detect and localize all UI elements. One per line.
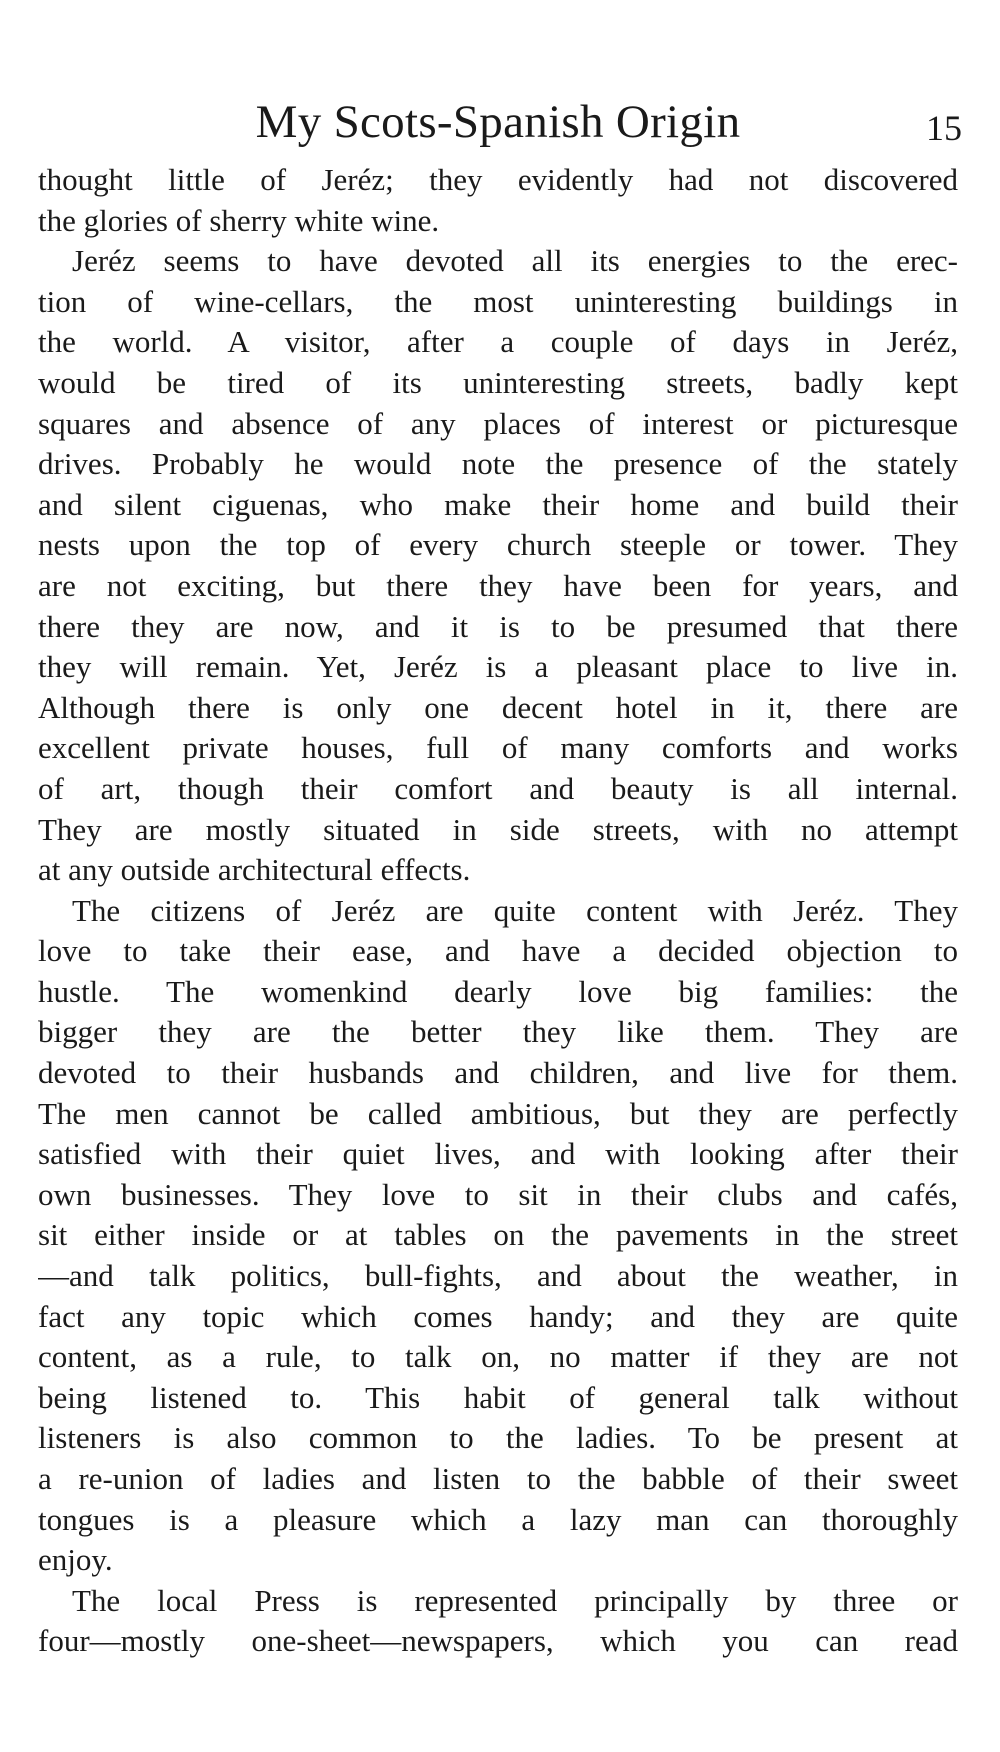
running-title: My Scots-Spanish Origin bbox=[255, 96, 741, 148]
text-line: squares and absence of any places of interest or picturesque bbox=[38, 405, 958, 441]
text-line: tongues is a pleasure which a lazy man can thoroughly bbox=[38, 1501, 958, 1537]
text-line: drives. Probably he would note the presence of the stately bbox=[38, 446, 958, 482]
text-line: they will remain. Yet, Jeréz is a pleasant place to live in. bbox=[38, 649, 958, 685]
text-line: —and talk politics, bull-fights, and about the weather, in bbox=[38, 1258, 958, 1294]
text-line: and silent ciguenas, who make their home and build their bbox=[38, 486, 958, 522]
text-line: Although there is only one decent hotel in it, there are bbox=[38, 689, 958, 725]
text-line: hustle. The womenkind dearly love big families: the bbox=[38, 973, 958, 1009]
text-line: devoted to their husbands and children, and live for them. bbox=[38, 1055, 958, 1091]
text-line: at any outside architectural effects. bbox=[38, 852, 471, 888]
text-line: bigger they are the better they like them. They are bbox=[38, 1014, 958, 1050]
text-line: love to take their ease, and have a decided objection to bbox=[38, 933, 958, 969]
text-line: excellent private houses, full of many comforts and works bbox=[38, 730, 958, 766]
text-line: four—mostly one-sheet—newspapers, which you can read bbox=[38, 1623, 958, 1659]
text-line: being listened to. This habit of general talk without bbox=[38, 1379, 958, 1415]
text-line: listeners is also common to the ladies. To be present at bbox=[38, 1420, 958, 1456]
text-line: The citizens of Jeréz are quite content with Jeréz. They bbox=[72, 892, 958, 928]
text-line: own businesses. They love to sit in their clubs and cafés, bbox=[38, 1176, 958, 1212]
text-line: They are mostly situated in side streets, with no attempt bbox=[38, 811, 958, 847]
text-line: the glories of sherry white wine. bbox=[38, 202, 440, 238]
text-line: the world. A visitor, after a couple of days in Jeréz, bbox=[38, 324, 958, 360]
page-number: 15 bbox=[926, 108, 962, 148]
text-line: a re-union of ladies and listen to the babble of their sweet bbox=[38, 1461, 958, 1496]
text-line: would be tired of its uninteresting streets, badly kept bbox=[38, 364, 958, 400]
text-line: Jeréz seems to have devoted all its energies to the erec- bbox=[72, 243, 958, 279]
text-line: sit either inside or at tables on the pavements in the street bbox=[38, 1217, 958, 1253]
body-text bbox=[38, 160, 958, 1662]
text-line: fact any topic which comes handy; and they are quite bbox=[38, 1298, 958, 1334]
text-line: enjoy. bbox=[38, 1542, 113, 1578]
text-line: content, as a rule, to talk on, no matter if they are not bbox=[38, 1339, 958, 1375]
text-line: thought little of Jeréz; they evidently had not discovered bbox=[38, 162, 958, 197]
running-head bbox=[38, 92, 962, 152]
text-line: tion of wine-cellars, the most uninteresting buildings in bbox=[38, 283, 958, 319]
text-line: of art, though their comfort and beauty is all internal. bbox=[38, 770, 958, 806]
text-line: there they are now, and it is to be presumed that there bbox=[38, 608, 958, 644]
text-line: satisfied with their quiet lives, and with looking after their bbox=[38, 1136, 958, 1172]
text-line: The men cannot be called ambitious, but they are perfectly bbox=[38, 1095, 958, 1131]
text-line: are not exciting, but there they have been for years, and bbox=[38, 567, 958, 603]
text-line: nests upon the top of every church steeple or tower. They bbox=[38, 527, 958, 563]
text-line: The local Press is represented principally by three or bbox=[72, 1582, 958, 1618]
